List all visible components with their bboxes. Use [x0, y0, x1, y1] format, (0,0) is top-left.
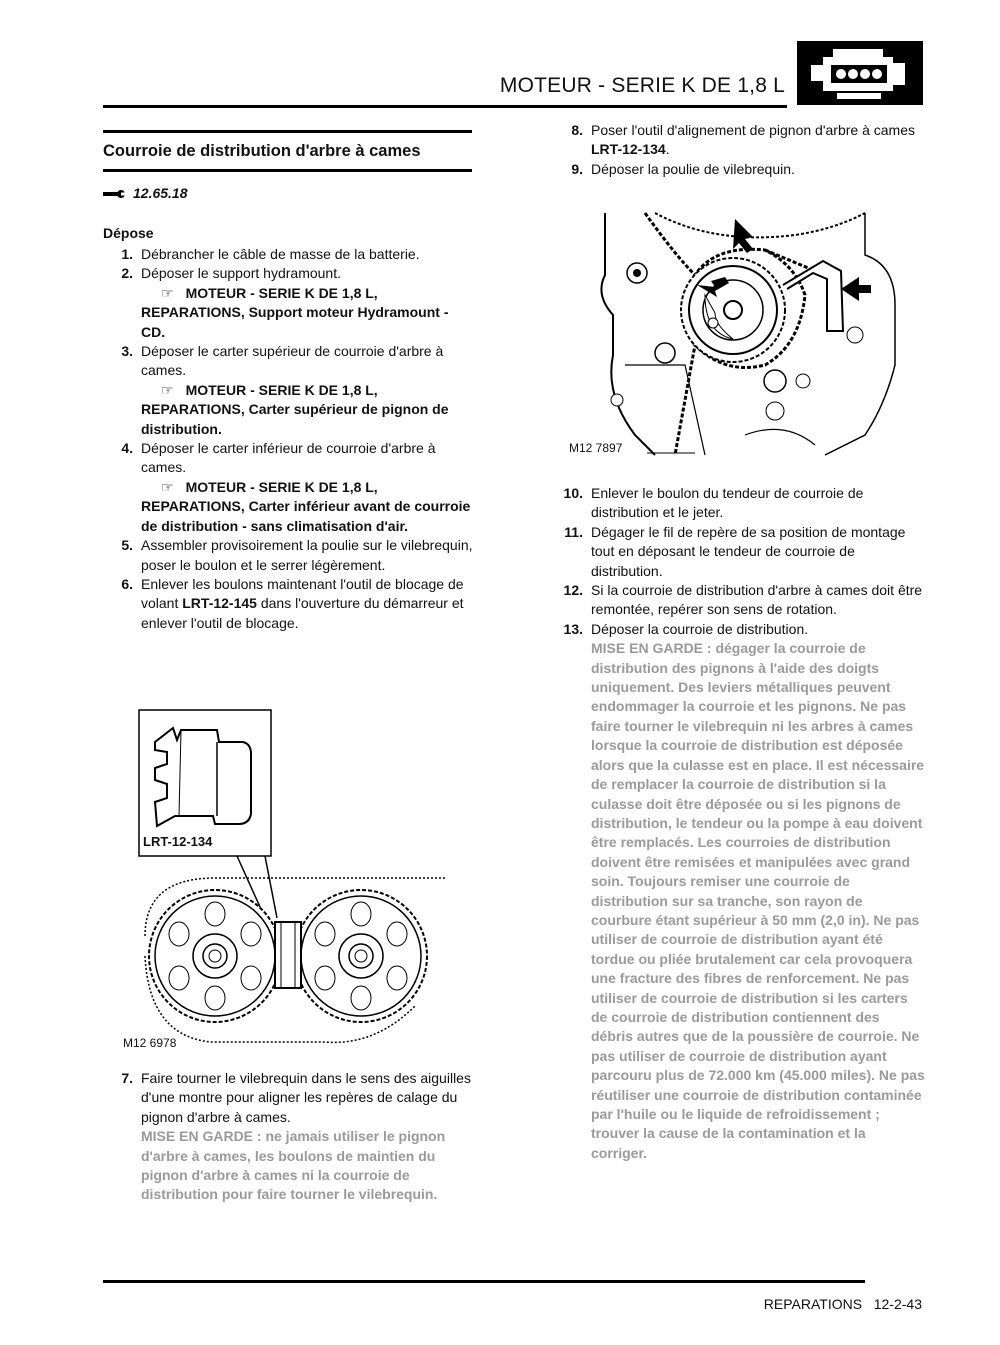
step-2: 2. Déposer le support hydramount.	[121, 265, 341, 282]
step-1: 1. Débrancher le câble de masse de la batterie.	[121, 246, 420, 262]
wrench-icon	[103, 185, 133, 201]
step-10: 10. Enlever le boulon du tendeur de courroie de distribution et le jeter.	[563, 485, 864, 521]
footer-rule	[103, 1280, 865, 1283]
step-3: 3. Déposer le carter supérieur de courroie d'arbre à cames.	[121, 343, 444, 379]
step-7-block	[103, 1069, 475, 1205]
header-rule	[103, 105, 787, 108]
footer-section: REPARATIONS	[763, 1296, 863, 1312]
caution-step-7: MISE EN GARDE : ne jamais utiliser le pignon d'arbre à cames, les boulons de maintien du pignon d'arbre à cames ni la courroie de distribution pour faire tourner le vilebrequin.	[141, 1128, 446, 1203]
operation-code: 12.65.18	[133, 185, 188, 201]
page-number: 12-2-43	[873, 1296, 922, 1312]
step-9: 9. Déposer la poulie de vilebrequin.	[571, 160, 795, 177]
figure-code: M12 6978	[123, 1036, 177, 1050]
pointing-hand-icon: ☞	[161, 478, 174, 495]
tool-number: LRT-12-145	[182, 595, 257, 612]
step-11: 11. Dégager le fil de repère de sa position de montage tout en déposant le tendeur de courroie de distribution.	[564, 523, 906, 579]
step-4: 4. Déposer le carter inférieur de courroie d'arbre à cames.	[121, 440, 436, 476]
section-rule-bottom	[103, 169, 472, 172]
cross-reference-link[interactable]: ☞ MOTEUR - SERIE K DE 1,8 L, REPARATIONS, Carter inférieur avant de courroie de distribution - sans climatisation d'air.	[141, 478, 471, 534]
caution-step-13: MISE EN GARDE : dégager la courroie de distribution des pignons à l'aide des doigts uniquement. Des leviers métalliques peuvent endommager la courroie et les pignons. Ne pas faire tourner le vilebrequin ni les arbres à cames lorsque la courroie de distribution est déposée alors que la culasse est en place. Il est nécessaire de remplacer la courroie de distribution si la culasse doit être déposée ou si les pignons de distribution, le tendeur ou la pompe à eau doivent être remplacés. Les courroies de distribution doivent être remisées et manipulées avec grand soin. Toujours remiser une courroie de distribution sur sa tranche, son rayon de courbure étant supérieur à 50 mm (2,0 in). Ne pas utiliser de courroie de distribution ayant été tordue ou pliée brutalement car cela provoquera une fracture des fibres de renforcement. Ne pas utiliser de courroie de distribution si les carters de courroie de distribution contiennent des débris autres que de la poussière de courroie. Ne pas utiliser de courroie de distribution ayant parcouru plus de 72.000 km (45.000 miles). Ne pas réutiliser une courroie de distribution contaminée par l'huile ou le liquide de refroidissement ; trouver la cause de la contamination et la corriger.	[591, 640, 925, 1161]
right-steps-bottom	[553, 484, 925, 1163]
subheading-depose: Dépose	[103, 225, 154, 241]
cross-reference-link[interactable]: ☞ MOTEUR - SERIE K DE 1,8 L, REPARATIONS, Support moteur Hydramount - CD.	[141, 284, 449, 340]
left-steps	[103, 245, 475, 633]
engine-icon	[797, 41, 923, 105]
pointing-hand-icon: ☞	[161, 284, 174, 301]
figure-code: M12 7897	[569, 441, 623, 455]
figure-alignment-tool	[115, 706, 445, 1058]
figure-tensioner	[565, 205, 910, 460]
section-title: Courroie de distribution d'arbre à cames	[103, 142, 421, 160]
step-5: 5. Assembler provisoirement la poulie sur le vilebrequin, poser le boulon et le serrer légèrement.	[121, 537, 473, 573]
right-steps-top	[553, 121, 923, 179]
tool-label: LRT-12-134	[143, 834, 213, 849]
step-12: 12. Si la courroie de distribution d'arbre à cames doit être remontée, repérer son sens de rotation.	[563, 582, 923, 618]
page-header-title: MOTEUR - SERIE K DE 1,8 L	[499, 74, 785, 97]
pointing-hand-icon: ☞	[161, 381, 174, 398]
step-8: 8. Poser l'outil d'alignement de pignon d'arbre à cames LRT-12-134.	[571, 122, 915, 158]
step-6: 6. Enlever les boulons maintenant l'outil de blocage de volant LRT-12-145 dans l'ouverture du démarreur et enlever l'outil de blocage.	[121, 575, 464, 631]
operation-reference	[103, 185, 188, 201]
section-rule-top	[103, 130, 472, 133]
step-7: 7. Faire tourner le vilebrequin dans le sens des aiguilles d'une montre pour aligner les repères de calage du pignon d'arbre à cames.	[121, 1070, 471, 1125]
tool-number: LRT-12-134	[591, 141, 666, 158]
page-footer	[764, 1296, 922, 1312]
step-13: 13. Déposer la courroie de distribution.	[563, 620, 809, 637]
cross-reference-link[interactable]: ☞ MOTEUR - SERIE K DE 1,8 L, REPARATIONS, Carter supérieur de pignon de distribution.	[141, 381, 449, 437]
